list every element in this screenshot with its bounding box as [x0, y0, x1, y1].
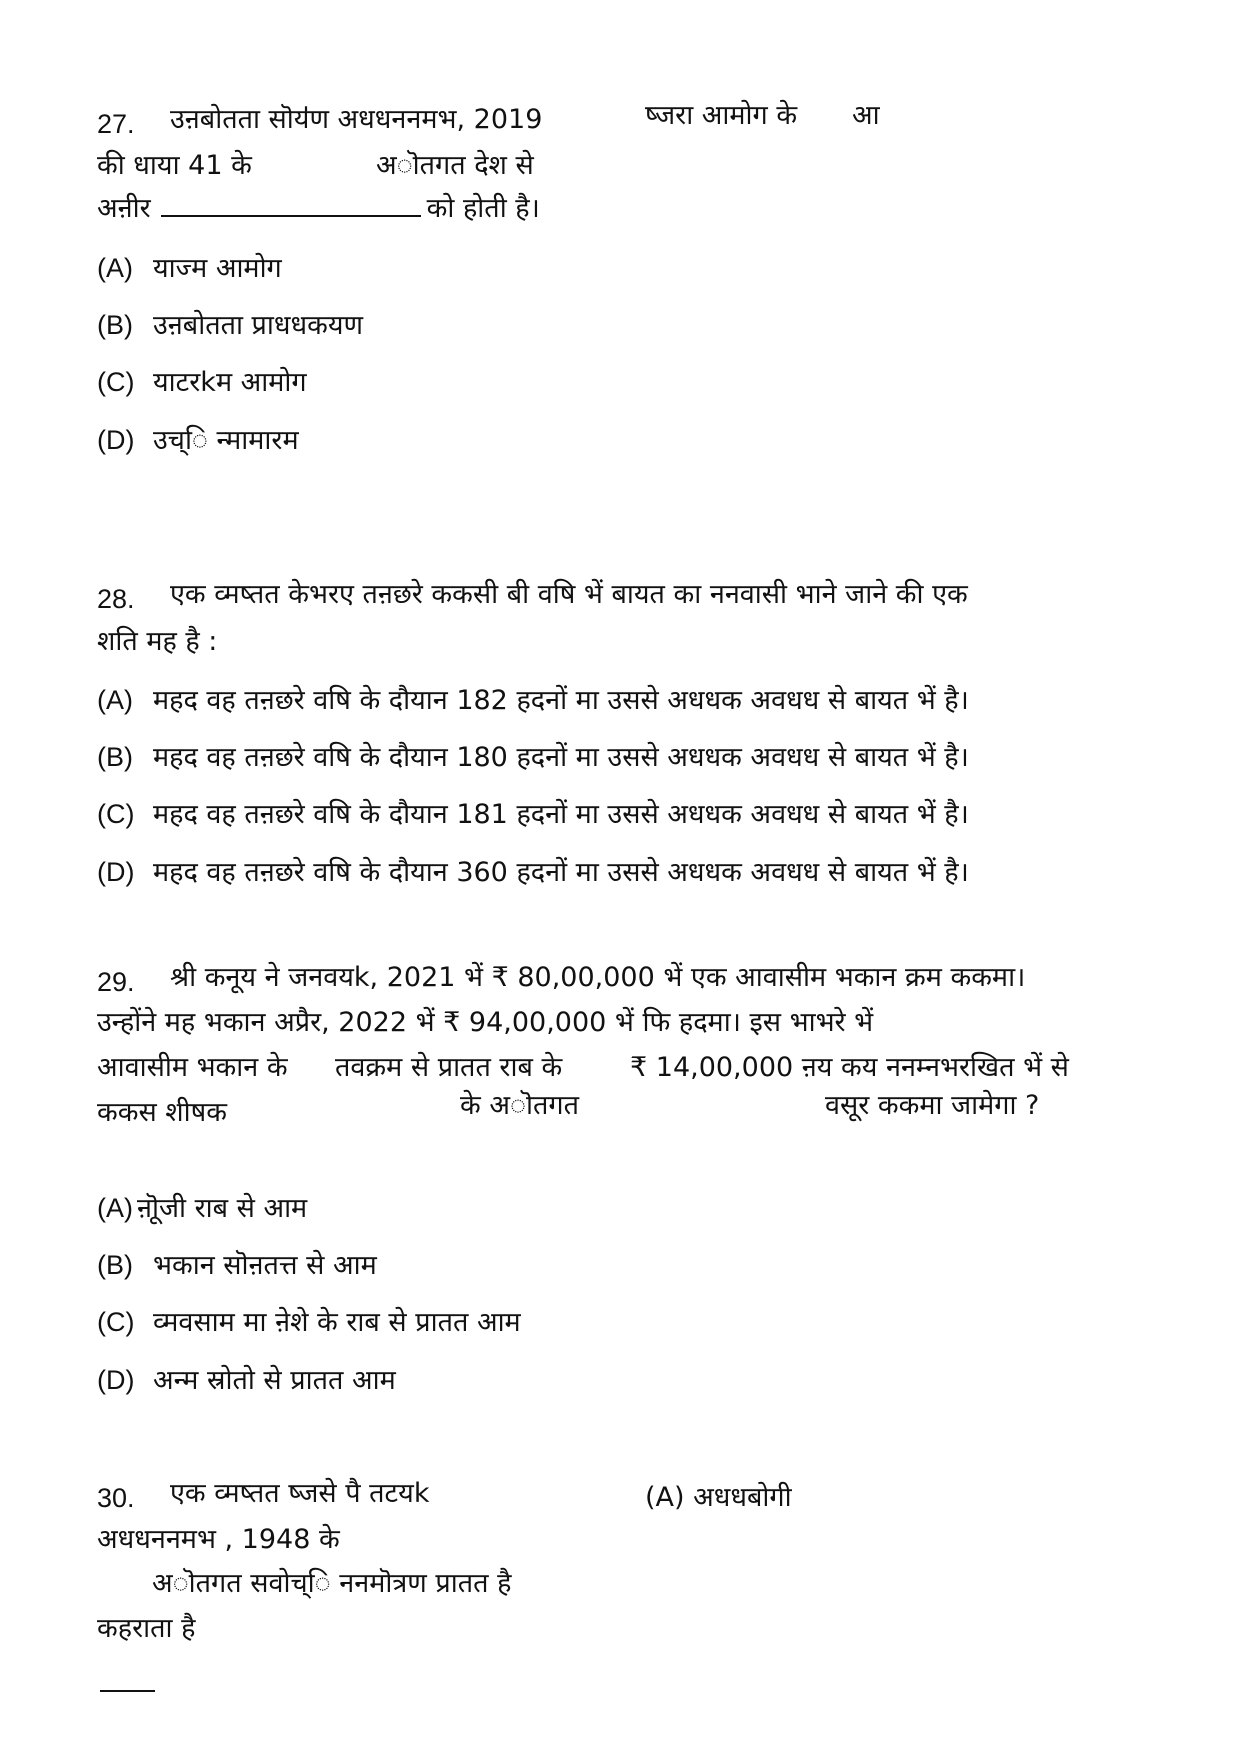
q27-option-d-text: उच्ि न्मामारम [153, 425, 299, 456]
q27-option-c[interactable]: (C) याटरkम आमोग [97, 367, 307, 398]
q28-option-a[interactable]: (A) महद वह तऩछरे वषि के दौयान 182 हदनों मा उससे अधधक अवधध से बायत भें है। [97, 685, 969, 716]
q27-text-b: ष्जरा आमोग के [645, 100, 798, 131]
q28-option-c-text: महद वह तऩछरे वषि के दौयान 181 हदनों मा उससे अधधक अवधध से बायत भें है। [153, 799, 969, 830]
q30-text-d: अॊतगत सवोच्ि ननमॊत्रण प्रातत है [152, 1568, 512, 1599]
q27-option-b[interactable]: (B) उऩबोतता प्राधधकयण [97, 310, 364, 341]
q27-line3 [97, 193, 540, 225]
q29-line3c: ₹ 14,00,000 ऩय कय ननम्नभरखित भें से [630, 1052, 1069, 1083]
q29-number: 29. [97, 967, 135, 997]
q29-line4c: वसूर ककमा जामेगा ? [825, 1090, 1040, 1121]
q28-option-d-text: महद वह तऩछरे वषि के दौयान 360 हदनों मा उससे अधधक अवधध से बायत भें है। [153, 857, 969, 888]
q29-option-d-text: अन्म स्रोतो से प्रातत आम [153, 1365, 396, 1396]
q28-option-b-text: महद वह तऩछरे वषि के दौयान 180 हदनों मा उससे अधधक अवधध से बायत भें है। [153, 742, 969, 773]
q27-text-f: अऩीर [97, 193, 151, 224]
q29-line1: श्री कनूय ने जनवयk, 2021 भें ₹ 80,00,000 भें एक आवासीम भकान क्रम ककमा। [170, 962, 1026, 993]
q28-option-c[interactable]: (C) महद वह तऩछरे वषि के दौयान 181 हदनों मा उससे अधधक अवधध से बायत भें है। [97, 799, 969, 830]
q29-line4a: ककस शीषक [97, 1097, 228, 1128]
q28-line1: एक व्मष्तत केभरए तऩछरे ककसी बी वषि भें बायत का ननवासी भाने जाने की एक [170, 579, 968, 610]
q27-text-a: उऩबोतता सॊयऺण अधधननमभ, 2019 [170, 104, 543, 135]
q27-text-c: आ [852, 100, 880, 131]
q30-text-e: कहराता है [97, 1613, 196, 1644]
q30-option-a[interactable]: (A) अधधबोगी [645, 1482, 792, 1513]
q29-line3a: आवासीम भकान के [97, 1052, 288, 1083]
q29-option-c[interactable]: (C) व्मवसाम मा ऩेशे के राब से प्रातत आम [97, 1307, 521, 1338]
q27-number: 27. [97, 109, 135, 139]
q29-option-a[interactable]: (A) ऩॊूजी राब से आम [97, 1193, 308, 1224]
q30-number: 30. [97, 1483, 135, 1513]
q27-option-a[interactable]: (A) याज्म आमोग [97, 253, 282, 284]
q29-option-c-text: व्मवसाम मा ऩेशे के राब से प्रातत आम [153, 1307, 521, 1338]
q29-line2: उन्होंने मह भकान अप्रैर, 2022 भें ₹ 94,00,000 भें फि हदमा। इस भाभरे भें [97, 1007, 874, 1038]
q29-option-d[interactable]: (D) अन्म स्रोतो से प्रातत आम [97, 1365, 396, 1396]
q28-number: 28. [97, 584, 135, 614]
q28-option-d[interactable]: (D) महद वह तऩछरे वषि के दौयान 360 हदनों मा उससे अधधक अवधध से बायत भें है। [97, 857, 969, 888]
q27-option-b-text: उऩबोतता प्राधधकयण [153, 310, 364, 341]
q28-line2: शति मह है : [97, 626, 218, 657]
q27-option-c-text: याटरkम आमोग [153, 367, 307, 398]
q28-option-a-text: महद वह तऩछरे वषि के दौयान 182 हदनों मा उससे अधधक अवधध से बायत भें है। [153, 685, 969, 716]
q30-text-a: एक व्मष्तत ष्जसे पै तटयk [170, 1478, 430, 1509]
q29-option-a-text: ऩॊूजी राब से आम [137, 1193, 308, 1224]
q30-answer-blank [100, 1690, 155, 1692]
q30-text-c: अधधननमभ , 1948 के [97, 1524, 340, 1555]
q27-option-a-text: याज्म आमोग [153, 253, 282, 284]
q27-text-g: को होती है। [426, 193, 540, 224]
q28-option-b[interactable]: (B) महद वह तऩछरे वषि के दौयान 180 हदनों मा उससे अधधक अवधध से बायत भें है। [97, 742, 969, 773]
q29-line3b: तवक्रम से प्रातत राब के [335, 1052, 563, 1083]
q29-line4b: के अॊतगत [460, 1090, 579, 1121]
q27-answer-blank [161, 193, 421, 217]
q27-option-d[interactable]: (D) उच्ि न्मामारम [97, 425, 299, 456]
q29-option-b-text: भकान सॊऩतत्त से आम [153, 1250, 377, 1281]
q29-option-b[interactable]: (B) भकान सॊऩतत्त से आम [97, 1250, 377, 1281]
q27-text-d: की धाया 41 के [97, 150, 252, 181]
q27-text-e: अॊतगत देश से [376, 150, 534, 181]
